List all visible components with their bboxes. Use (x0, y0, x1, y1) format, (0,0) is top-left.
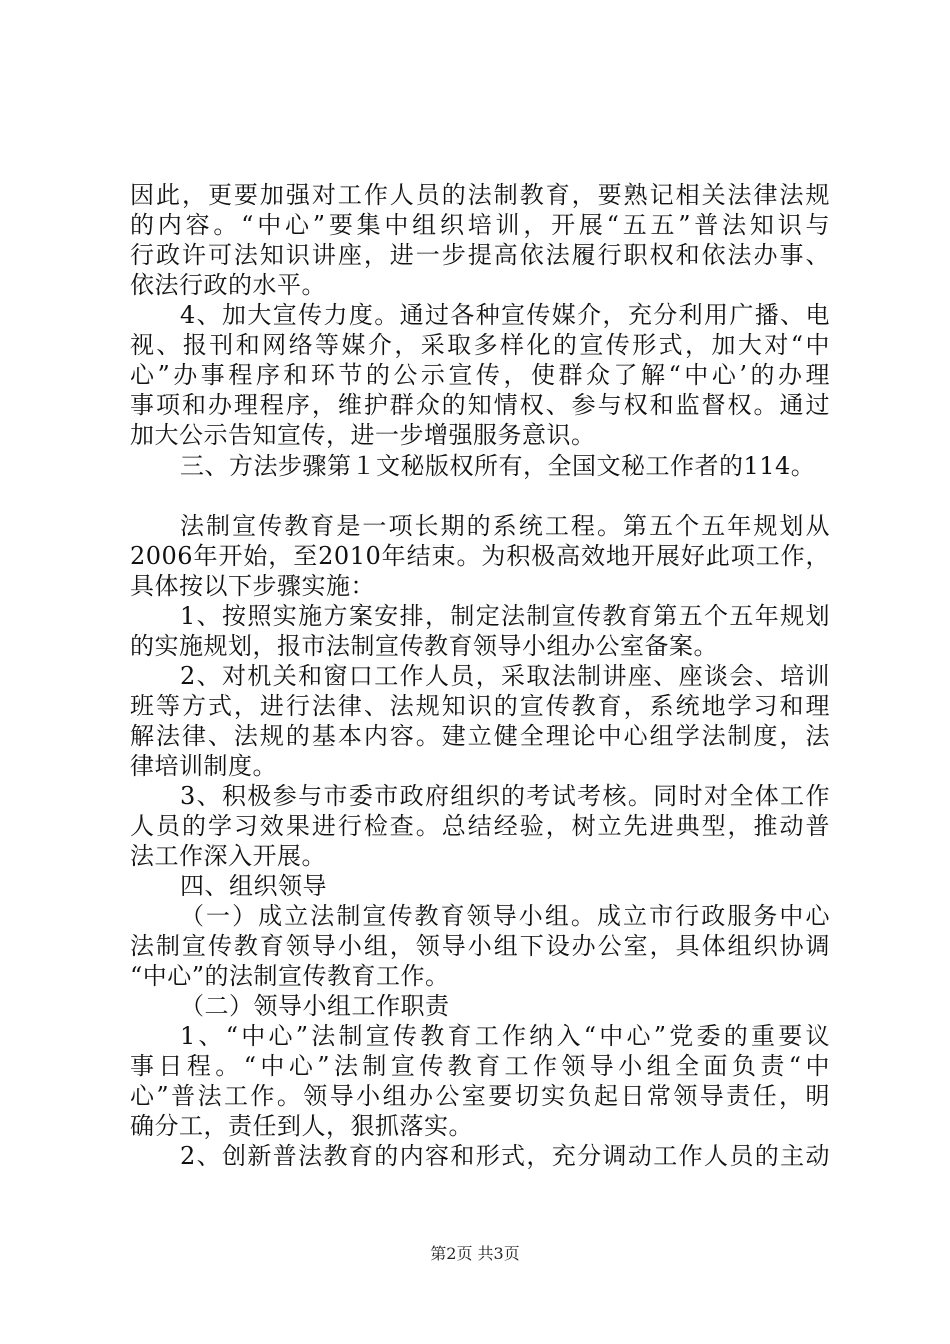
text-line: 班等方式，进行法律、法规知识的宣传教育，系统地学习和理 (130, 692, 830, 720)
text-line: 解法律、法规的基本内容。建立健全理论中心组学法制度，法 (130, 722, 830, 750)
text-line: 事日程。“中心”法制宣传教育工作领导小组全面负责“中 (130, 1052, 830, 1080)
text-line: 确分工，责任到人，狠抓落实。 (130, 1112, 473, 1140)
text-line: 法制宣传教育领导小组，领导小组下设办公室，具体组织协调 (130, 932, 830, 960)
text-line: 视、报刊和网络等媒介，采取多样化的宣传形式，加大对“中 (130, 331, 830, 359)
text-line: 1、按照实施方案安排，制定法制宣传教育第五个五年规划 (180, 602, 830, 630)
text-line: 事项和办理程序，维护群众的知情权、参与权和监督权。通过 (130, 391, 830, 419)
text-line: 2006年开始，至2010年结束。为积极高效地开展好此项工作， (130, 542, 830, 570)
text-line: 3、积极参与市委市政府组织的考试考核。同时对全体工作 (180, 782, 830, 810)
text-line: 心”办事程序和环节的公示宣传，使群众了解“中心’的办理 (130, 361, 830, 389)
text-line: 心”普法工作。领导小组办公室要切实负起日常领导责任，明 (130, 1082, 830, 1110)
text-line: （一）成立法制宣传教育领导小组。成立市行政服务中心 (180, 902, 830, 930)
page-footer: 第2页 共3页 (430, 1244, 520, 1263)
text-line: 的内容。“中心”要集中组织培训，开展“五五”普法知识与 (130, 211, 830, 239)
subsection-heading: （二）领导小组工作职责 (180, 992, 450, 1020)
text-line: 1、“中心”法制宣传教育工作纳入“中心”党委的重要议 (180, 1022, 830, 1050)
text-line: 因此，更要加强对工作人员的法制教育，要熟记相关法律法规 (130, 181, 830, 209)
text-line: 法工作深入开展。 (130, 842, 326, 870)
text-line: 加大公示告知宣传，进一步增强服务意识。 (130, 421, 596, 449)
section-heading: 四、组织领导 (180, 872, 327, 900)
text-line: 4、加大宣传力度。通过各种宣传媒介，充分利用广播、电 (180, 301, 830, 329)
text-line: 2、创新普法教育的内容和形式，充分调动工作人员的主动 (180, 1142, 830, 1170)
text-line: 依法行政的水平。 (130, 271, 326, 299)
text-line: 律培训制度。 (130, 752, 277, 780)
text-line: 行政许可法知识讲座，进一步提高依法履行职权和依法办事、 (130, 241, 830, 269)
text-line: 2、对机关和窗口工作人员，采取法制讲座、座谈会、培训 (180, 662, 830, 690)
text-line: 具体按以下步骤实施： (130, 572, 375, 600)
text-line: 法制宣传教育是一项长期的系统工程。第五个五年规划从 (180, 512, 830, 540)
text-line: 的实施规划，报市法制宣传教育领导小组办公室备案。 (130, 632, 718, 660)
text-line: “中心”的法制宣传教育工作。 (130, 962, 450, 990)
text-line: 人员的学习效果进行检查。总结经验，树立先进典型，推动普 (130, 812, 830, 840)
section-heading: 三、方法步骤第１文秘版权所有，全国文秘工作者的114。 (180, 452, 816, 480)
